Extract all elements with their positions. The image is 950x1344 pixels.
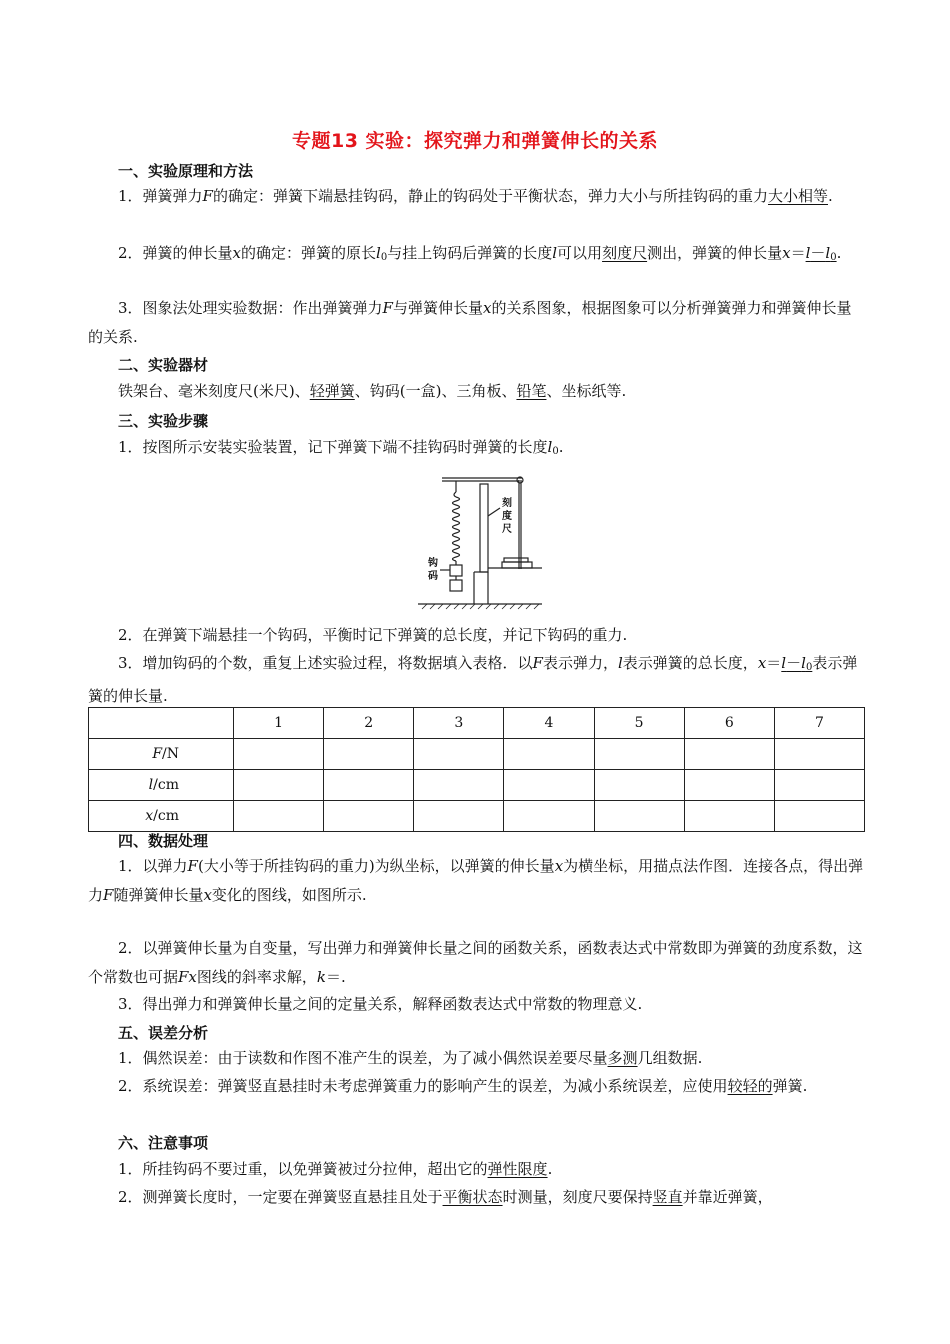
table-cell[interactable] <box>774 770 864 801</box>
ruler-label-char: 尺 <box>502 524 512 535</box>
paragraph-data-2: 2．以弹簧伸长量为自变量，写出弹力和弹簧伸长量之间的函数关系，函数表达式中常数即为弹簧的劲度系数，这个常数也可据Fx图线的斜率求解，k＝. <box>88 939 863 986</box>
table-cell[interactable] <box>324 770 414 801</box>
table-row <box>89 801 865 832</box>
table-header-cell <box>89 708 234 739</box>
section-heading-principle: 一、实验原理和方法 <box>118 162 254 180</box>
ruler-label-char: 刻 <box>502 498 512 509</box>
paragraph-materials: 铁架台、毫米刻度尺(米尺)、轻弹簧、钩码(一盒)、三角板、铅笔、坐标纸等. <box>118 382 627 400</box>
table-cell[interactable] <box>774 801 864 832</box>
table-row-label: x/cm <box>89 801 234 832</box>
table-header-cell: 7 <box>774 708 864 739</box>
weight-label-char: 码 <box>428 571 438 582</box>
paragraph-error-1: 1．偶然误差：由于读数和作图不准产生的误差，为了减小偶然误差要尽量多测几组数据. <box>118 1049 703 1067</box>
table-cell[interactable] <box>774 739 864 770</box>
paragraph-principle-3: 3．图象法处理实验数据：作出弹簧弹力F与弹簧伸长量x的关系图象，根据图象可以分析弹簧弹力和弹簧伸长量的关系. <box>88 299 852 346</box>
table-cell[interactable] <box>234 770 324 801</box>
table-cell[interactable] <box>414 739 504 770</box>
table-row <box>89 739 865 770</box>
table-cell[interactable] <box>684 770 774 801</box>
apparatus-diagram <box>418 474 542 610</box>
paragraph-data-1: 1．以弹力F(大小等于所挂钩码的重力)为纵坐标，以弹簧的伸长量x为横坐标，用描点法作图．连接各点，得出弹力F随弹簧伸长量x变化的图线，如图所示. <box>88 857 864 904</box>
ruler-label-char: 度 <box>502 511 512 522</box>
section-heading-materials: 二、实验器材 <box>118 356 209 374</box>
paragraph-precaution-2: 2．测弹簧长度时，一定要在弹簧竖直悬挂且处于平衡状态时测量，刻度尺要保持竖直并靠近弹簧， <box>118 1188 773 1206</box>
data-table <box>88 707 865 832</box>
table-cell[interactable] <box>594 739 684 770</box>
table-cell[interactable] <box>324 801 414 832</box>
paragraph-error-2: 2．系统误差：弹簧竖直悬挂时未考虑弹簧重力的影响产生的误差，为减小系统误差，应使用较轻的弹簧. <box>118 1077 808 1095</box>
paragraph-principle-1: 1．弹簧弹力F的确定：弹簧下端悬挂钩码，静止的钩码处于平衡状态，弹力大小与所挂钩码的重力大小相等. <box>118 187 833 205</box>
paragraph-step-2: 2．在弹簧下端悬挂一个钩码，平衡时记下弹簧的总长度，并记下钩码的重力. <box>118 626 628 644</box>
table-header-cell: 5 <box>594 708 684 739</box>
paragraph-principle-2: 2．弹簧的伸长量x的确定：弹簧的原长$l_0$与挂上钩码后弹簧的长度l可以用刻度尺测出，弹簧的伸长量$x=l-l_0$. <box>118 244 842 263</box>
paragraph-data-3: 3．得出弹力和弹簧伸长量之间的定量关系，解释函数表达式中常数的物理意义. <box>118 995 643 1013</box>
paragraph-step-3: 3．增加钩码的个数，重复上述实验过程，将数据填入表格．以F表示弹力，l表示弹簧的总长度，$x=l-l_0$表示弹簧的伸长量. <box>88 654 858 705</box>
table-cell[interactable] <box>234 801 324 832</box>
table-header-cell: 4 <box>504 708 594 739</box>
paragraph-step-1: 1．按图所示安装实验装置，记下弹簧下端不挂钩码时弹簧的长度$l_0$. <box>118 438 564 457</box>
section-heading-steps: 三、实验步骤 <box>118 412 209 430</box>
table-cell[interactable] <box>684 739 774 770</box>
table-cell[interactable] <box>684 801 774 832</box>
section-heading-error-analysis: 五、误差分析 <box>118 1024 209 1042</box>
table-cell[interactable] <box>594 801 684 832</box>
table-cell[interactable] <box>324 739 414 770</box>
table-header-cell: 6 <box>684 708 774 739</box>
table-header-cell: 1 <box>234 708 324 739</box>
section-heading-data-processing: 四、数据处理 <box>118 832 209 850</box>
table-cell[interactable] <box>504 739 594 770</box>
table-cell[interactable] <box>594 770 684 801</box>
table-row <box>89 770 865 801</box>
table-cell[interactable] <box>234 739 324 770</box>
table-header-cell: 3 <box>414 708 504 739</box>
section-heading-precautions: 六、注意事项 <box>118 1134 209 1152</box>
table-header-cell: 2 <box>324 708 414 739</box>
table-cell[interactable] <box>414 801 504 832</box>
page-title: 专题13 实验：探究弹力和弹簧伸长的关系 <box>291 130 659 152</box>
table-row-label: F/N <box>89 739 234 770</box>
weight-label-char: 钩 <box>428 558 438 569</box>
table-header-row <box>89 708 865 739</box>
paragraph-precaution-1: 1．所挂钩码不要过重，以免弹簧被过分拉伸，超出它的弹性限度. <box>118 1160 553 1178</box>
table-cell[interactable] <box>414 770 504 801</box>
table-cell[interactable] <box>504 801 594 832</box>
table-cell[interactable] <box>504 770 594 801</box>
table-row-label: l/cm <box>89 770 234 801</box>
